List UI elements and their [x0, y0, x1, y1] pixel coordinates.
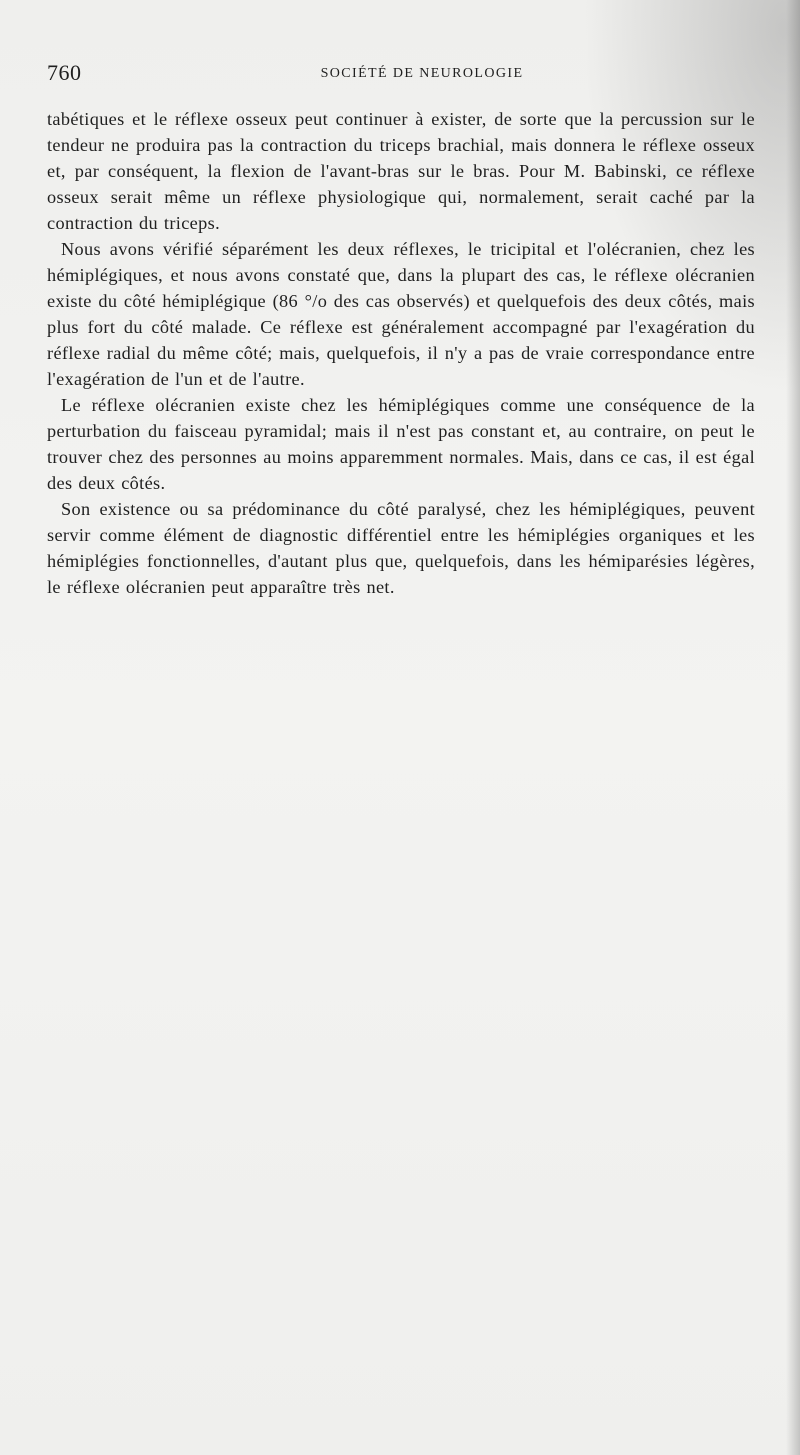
running-title: SOCIÉTÉ DE NEUROLOGIE: [320, 66, 524, 81]
paragraph: tabétiques et le réflexe osseux peut continuer à exister, de sorte que la percussion sur le tendeur ne produira pas la contraction du triceps brachial, mais donnera le réflexe osseux et, par conséquent, la flexion de l'avant-bras sur le bras. Pour M. Babinski, ce réflexe osseux serait même un réflexe physiologique qui, normalement, serait caché par la contraction du triceps.: [47, 109, 755, 233]
paragraph: Le réflexe olécranien existe chez les hémiplégiques comme une conséquence de la perturbation du faisceau pyramidal; mais il n'est pas constant et, au contraire, on peut le trouver chez des personnes au moins apparemment normales. Mais, dans ce cas, il est égal des deux côtés.: [47, 395, 755, 493]
page-edge-shadow: [786, 0, 800, 1455]
body-text: [47, 106, 755, 600]
paragraph: Son existence ou sa prédominance du côté paralysé, chez les hémiplégiques, peuvent servir comme élément de diagnostic différentiel entre les hémiplégies organiques et les hémiplégies fonctionnelles, d'autant plus que, quelquefois, dans les hémiparésies légères, le réflexe olécranien peut apparaître très net.: [47, 499, 755, 597]
page-number: 760: [47, 60, 82, 85]
paragraph: Nous avons vérifié séparément les deux réflexes, le tricipital et l'olécranien, chez les hémiplégiques, et nous avons constaté que, dans la plupart des cas, le réflexe olécranien existe du côté hémiplégique (86 °/o des cas observés) et quelquefois des deux côtés, mais plus fort du côté malade. Ce réflexe est généralement accompagné par l'exagération du réflexe radial du même côté; mais, quelquefois, il n'y a pas de vraie correspondance entre l'exagération de l'un et de l'autre.: [47, 239, 755, 389]
page-header: [47, 60, 757, 90]
